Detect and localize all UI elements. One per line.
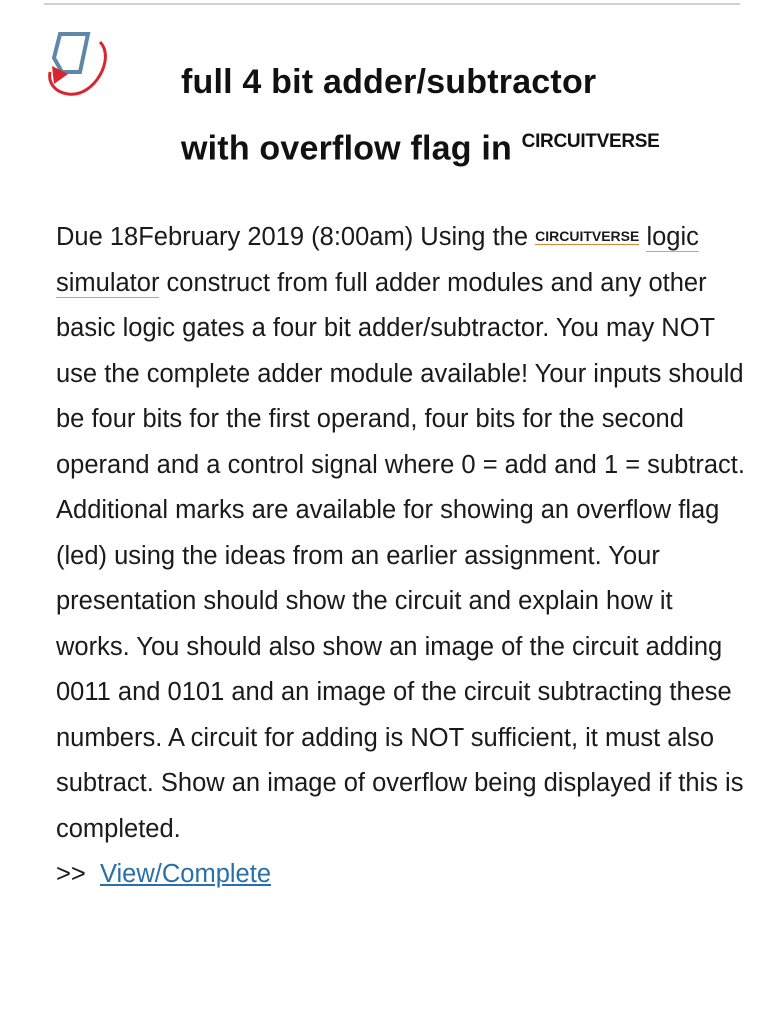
title-line-2: [181, 112, 751, 178]
circuitverse-brand: CIRCUITVERSE: [521, 131, 660, 152]
description-text: construct from full adder modules and any other basic logic gates a four bit adder/subtractor. You may NOT use the complete adder module available! Your inputs should be four bits for the first operand, four bits for the second operand and a control signal where 0 = add and 1 = subtract. Additional marks are available for showing an overflow flag (led) using the ideas from an earlier assignment. Your presentation should show the circuit and explain how it works. You should also show an image of the circuit adding 0011 and 0101 and an image of the circuit subtracting these numbers. A circuit for adding is NOT sufficient, it must also subtract. Show an image of overflow being displayed if this is completed.: [56, 268, 745, 843]
description-text: Due 18February 2019 (8:00am) Using the: [56, 223, 529, 251]
assignment-logo-icon: [44, 28, 114, 100]
title-text: with overflow flag in: [181, 129, 512, 168]
view-complete-link[interactable]: View/Complete: [99, 860, 271, 888]
circuitverse-brand-inline: CIRCUITVERSE: [535, 228, 640, 244]
underlined-text: logic simulator: [56, 223, 699, 297]
assignment-title: [181, 52, 751, 178]
arrow-prefix: >>: [56, 860, 86, 888]
view-complete-row: [56, 852, 746, 898]
assignment-description: [56, 214, 746, 898]
title-line-1: full 4 bit adder/subtractor: [181, 63, 597, 101]
divider: [44, 3, 740, 5]
